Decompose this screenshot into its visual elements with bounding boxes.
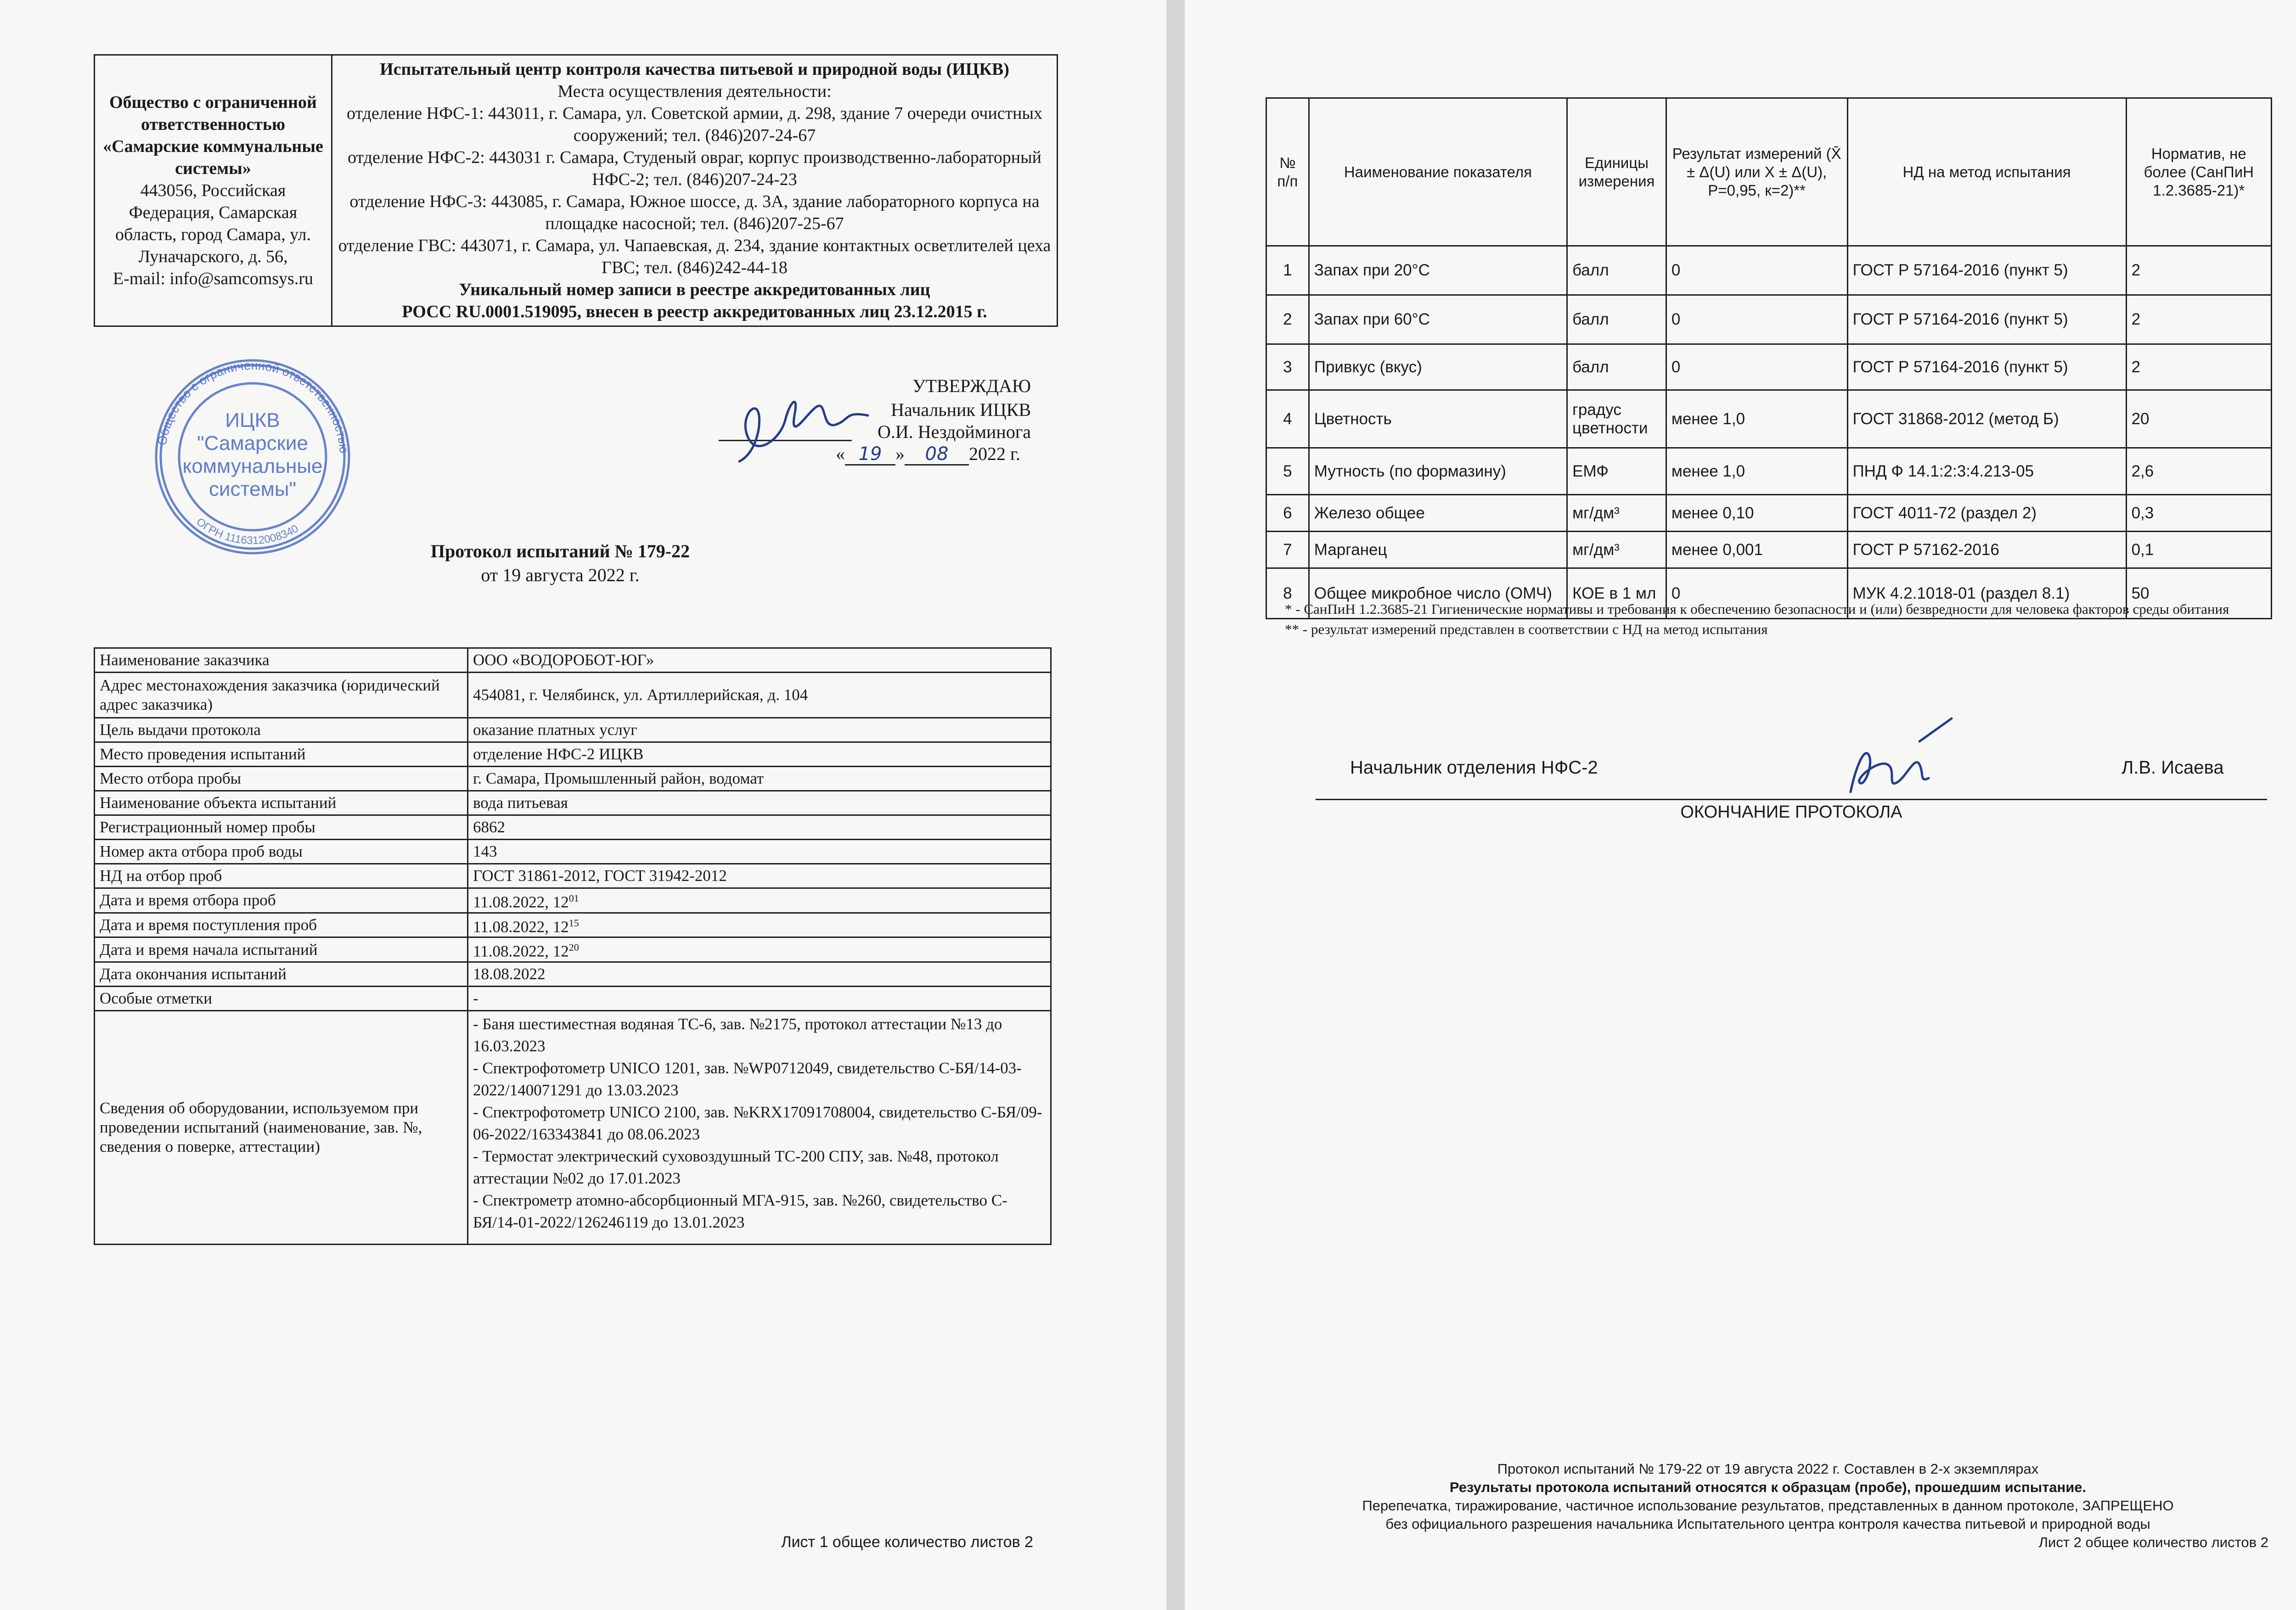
info-key: НД на отбор проб — [95, 864, 468, 888]
cell-name: Цветность — [1309, 390, 1567, 448]
approve-heading: УТВЕРЖДАЮ — [912, 376, 1031, 396]
date-open-quote: « — [836, 443, 845, 464]
info-row — [95, 888, 1051, 913]
minutes-sup: 20 — [568, 942, 579, 954]
approval-day: 19 — [845, 444, 895, 466]
protocol-heading — [367, 539, 753, 587]
org-cell — [95, 55, 332, 326]
protocol-title: Протокол испытаний № 179-22 — [430, 541, 690, 561]
footer-line-3: Перепечатка, тиражирование, частичное использование результатов, представленных в данном протоколе, ЗАПРЕЩЕНО — [1362, 1498, 2174, 1514]
cell-result: 0 — [1666, 295, 1847, 344]
info-key: Номер акта отбора проб воды — [95, 840, 468, 864]
stamp-line-3: коммунальные — [182, 455, 323, 477]
datetime-text: 11.08.2022, 12 — [473, 893, 569, 911]
stamp-line-2: "Самарские — [197, 432, 308, 454]
datetime-text: 11.08.2022, 12 — [473, 942, 569, 960]
cell-unit: балл — [1567, 344, 1666, 390]
registry-line-1: Уникальный номер записи в реестре аккредитованных лиц — [459, 280, 930, 299]
info-value: - — [468, 986, 1051, 1010]
cell-unit: КОЕ в 1 мл — [1567, 568, 1666, 619]
page-1-footer: Лист 1 общее количество листов 2 — [781, 1533, 1033, 1551]
cell-num: 3 — [1266, 344, 1309, 390]
equipment-label: Сведения об оборудовании, используемом при проведении испытаний (наименование, зав. №, сведения о поверке, аттестации) — [95, 1010, 468, 1244]
cell-unit: балл — [1567, 246, 1666, 295]
stamp-ogrn: ОГРН 1116312008340 — [194, 515, 301, 547]
info-row — [95, 742, 1051, 767]
results-header-row — [1266, 98, 2272, 246]
cell-name: Общее микробное число (ОМЧ) — [1309, 568, 1567, 619]
footer-sheet: Лист 2 общее количество листов 2 — [2038, 1534, 2268, 1550]
sample-info-table — [94, 647, 1052, 1245]
signer-name: Л.В. Исаева — [2122, 757, 2224, 778]
info-value — [468, 913, 1051, 937]
stamp-ring-text: Общество с ограниченной ответственностью — [155, 358, 351, 454]
cell-norm: 2 — [2126, 344, 2271, 390]
info-value: оказание платных услуг — [468, 718, 1051, 742]
info-value: г. Самара, Промышленный район, водомат — [468, 767, 1051, 791]
cell-norm: 2,6 — [2126, 448, 2271, 495]
info-key: Дата и время начала испытаний — [95, 937, 468, 962]
lab-cell — [332, 55, 1058, 326]
equipment-item: - Термостат электрический суховоздушный ТС-200 СПУ, зав. №48, протокол аттестации №02 до 17.01.2023 — [473, 1147, 999, 1187]
page-2-footer — [1267, 1460, 2268, 1552]
info-value: ООО «ВОДОРОБОТ-ЮГ» — [468, 648, 1051, 673]
info-value: вода питьевая — [468, 791, 1051, 815]
place-nfs3: отделение НФС-3: 443085, г. Самара, Южное шоссе, д. 3А, здание лабораторного корпуса на площадке насосной; тел. (846)207-25-67 — [349, 192, 1040, 233]
equipment-item: - Спектрометр атомно-абсорбционный МГА-915, зав. №260, свидетельство С-БЯ/14-01-2022/126246119 до 13.01.2023 — [473, 1191, 1007, 1231]
info-key: Адрес местонахождения заказчика (юридический адрес заказчика) — [95, 673, 468, 718]
equipment-item: - Спектрофотометр UNICO 1201, зав. №WP0712049, свидетельство С-БЯ/14-03-2022/140071291 до 13.03.2023 — [473, 1059, 1022, 1099]
results-row — [1266, 448, 2272, 495]
approval-year: 2022 г. — [969, 443, 1020, 464]
results-row — [1266, 295, 2272, 344]
cell-result: 0 — [1666, 246, 1847, 295]
info-key: Цель выдачи протокола — [95, 718, 468, 742]
info-key: Дата и время отбора проб — [95, 888, 468, 913]
footer-line-1: Протокол испытаний № 179-22 от 19 августа 2022 г. Составлен в 2-х экземплярах — [1497, 1461, 2039, 1477]
info-key: Дата окончания испытаний — [95, 962, 468, 986]
cell-method: ГОСТ 31868-2012 (метод Б) — [1847, 390, 2126, 448]
info-row — [95, 913, 1051, 937]
info-key: Наименование объекта испытаний — [95, 791, 468, 815]
cell-num: 4 — [1266, 390, 1309, 448]
header-table — [94, 54, 1058, 327]
stamp-line-4: системы" — [208, 478, 297, 500]
cell-result: 0 — [1666, 344, 1847, 390]
equipment-item: - Баня шестиместная водяная ТС-6, зав. №2175, протокол аттестации №13 до 16.03.2023 — [473, 1015, 1002, 1055]
cell-method: МУК 4.2.1018-01 (раздел 8.1) — [1847, 568, 2126, 619]
cell-num: 6 — [1266, 495, 1309, 532]
info-value: ГОСТ 31861-2012, ГОСТ 31942-2012 — [468, 864, 1051, 888]
org-email: E-mail: info@samcomsys.ru — [113, 269, 314, 288]
end-of-protocol: ОКОНЧАНИЕ ПРОТОКОЛА — [1680, 802, 1902, 822]
info-key: Наименование заказчика — [95, 648, 468, 673]
info-value: 18.08.2022 — [468, 962, 1051, 986]
info-row — [95, 986, 1051, 1010]
minutes-sup: 15 — [568, 917, 579, 929]
cell-name: Привкус (вкус) — [1309, 344, 1567, 390]
results-row — [1266, 246, 2272, 295]
places-heading: Места осуществления деятельности: — [557, 82, 832, 101]
approver-signature — [730, 383, 882, 471]
footer-line-4: без официального разрешения начальника Испытательного центра контроля качества питьевой и природной воды — [1385, 1516, 2150, 1532]
cell-result: менее 0,10 — [1666, 495, 1847, 532]
cell-result: 0 — [1666, 568, 1847, 619]
info-row — [95, 962, 1051, 986]
info-key: Дата и время поступления проб — [95, 913, 468, 937]
info-key: Особые отметки — [95, 986, 468, 1010]
cell-name: Железо общее — [1309, 495, 1567, 532]
signer-title: Начальник отделения НФС-2 — [1350, 757, 1598, 778]
info-row — [95, 648, 1051, 673]
datetime-text: 11.08.2022, 12 — [473, 918, 569, 936]
cell-method: ГОСТ Р 57164-2016 (пункт 5) — [1847, 246, 2126, 295]
results-row — [1266, 344, 2272, 390]
cell-norm: 50 — [2126, 568, 2271, 619]
cell-unit: ЕМФ — [1567, 448, 1666, 495]
info-row — [95, 767, 1051, 791]
org-name: Общество с ограниченной ответственностью «Самарские коммунальные системы» — [103, 93, 323, 178]
col-num: № п/п — [1266, 98, 1309, 246]
info-value: 454081, г. Челябинск, ул. Артиллерийская, д. 104 — [468, 673, 1051, 718]
round-stamp — [142, 358, 363, 555]
cell-result: менее 1,0 — [1666, 448, 1847, 495]
info-value — [468, 888, 1051, 913]
registry-line-2: РОСС RU.0001.519095, внесен в реестр аккредитованных лиц 23.12.2015 г. — [402, 302, 987, 321]
cell-unit: балл — [1567, 295, 1666, 344]
info-row — [95, 937, 1051, 962]
minutes-sup: 01 — [568, 892, 579, 904]
cell-num: 5 — [1266, 448, 1309, 495]
cell-num: 2 — [1266, 295, 1309, 344]
cell-unit: градус цветности — [1567, 390, 1666, 448]
note-measurement: ** - результат измерений представлен в соответствии с НД на метод испытания — [1285, 621, 1768, 637]
cell-method: ГОСТ Р 57164-2016 (пункт 5) — [1847, 295, 2126, 344]
cell-num: 7 — [1266, 532, 1309, 568]
signer-signature — [1837, 714, 1956, 797]
results-row — [1266, 532, 2272, 568]
cell-method: ПНД Ф 14.1:2:3:4.213-05 — [1847, 448, 2126, 495]
cell-unit: мг/дм³ — [1567, 495, 1666, 532]
cell-num: 1 — [1266, 246, 1309, 295]
lab-title: Испытательный центр контроля качества питьевой и природной воды (ИЦКВ) — [380, 60, 1009, 79]
info-value: 6862 — [468, 815, 1051, 840]
info-row — [95, 718, 1051, 742]
org-address: 443056, Российская Федерация, Самарская область, город Самара, ул. Луначарского, д. 56, — [115, 181, 311, 266]
results-row — [1266, 390, 2272, 448]
page-2 — [1185, 0, 2296, 1610]
cell-method: ГОСТ 4011-72 (раздел 2) — [1847, 495, 2126, 532]
cell-name: Мутность (по формазину) — [1309, 448, 1567, 495]
info-value: отделение НФС-2 ИЦКВ — [468, 742, 1051, 767]
cell-method: ГОСТ Р 57164-2016 (пункт 5) — [1847, 344, 2126, 390]
note-sanpin: * - СанПиН 1.2.3685-21 Гигиенические нормативы и требования к обеспечению безопасности и (или) безвредности для человека факторов среды обитания — [1285, 601, 2229, 617]
footer-line-2: Результаты протокола испытаний относятся к образцам (пробе), прошедшим испытание. — [1449, 1479, 2087, 1495]
equipment-item: - Спектрофотометр UNICO 2100, зав. №KRX17091708004, свидетельство С-БЯ/09-06-2022/163343841 до 08.06.2023 — [473, 1103, 1042, 1143]
info-key: Место проведения испытаний — [95, 742, 468, 767]
info-row — [95, 840, 1051, 864]
approver-name: О.И. Нездойминога — [877, 421, 1031, 442]
results-row — [1266, 495, 2272, 532]
cell-norm: 20 — [2126, 390, 2271, 448]
cell-result: менее 0,001 — [1666, 532, 1847, 568]
col-method: НД на метод испытания — [1847, 98, 2126, 246]
results-table — [1266, 97, 2272, 619]
info-value: 143 — [468, 840, 1051, 864]
approval-month: 08 — [905, 444, 969, 466]
cell-name: Запах при 20°С — [1309, 246, 1567, 295]
cell-method: ГОСТ Р 57162-2016 — [1847, 532, 2126, 568]
place-nfs1: отделение НФС-1: 443011, г. Самара, ул. Советской армии, д. 298, здание 7 очереди очистных сооружений; тел. (846)207-24-67 — [346, 104, 1043, 145]
info-key: Место отбора пробы — [95, 767, 468, 791]
cell-norm: 2 — [2126, 295, 2271, 344]
cell-norm: 0,1 — [2126, 532, 2271, 568]
date-close-quote: » — [895, 443, 905, 464]
equipment-row — [95, 1010, 1051, 1244]
cell-name: Запах при 60°С — [1309, 295, 1567, 344]
protocol-date: от 19 августа 2022 г. — [481, 565, 640, 585]
cell-result: менее 1,0 — [1666, 390, 1847, 448]
info-row — [95, 673, 1051, 718]
info-value — [468, 937, 1051, 962]
col-result: Результат измерений (X̄ ± Δ(U) или X ± Δ(U), P=0,95, к=2)** — [1666, 98, 1847, 246]
col-name: Наименование показателя — [1309, 98, 1567, 246]
approver-position: Начальник ИЦКВ — [891, 399, 1031, 420]
cell-num: 8 — [1266, 568, 1309, 619]
info-row — [95, 791, 1051, 815]
table-notes — [1285, 599, 2268, 640]
end-divider — [1316, 799, 2267, 800]
cell-name: Марганец — [1309, 532, 1567, 568]
info-key: Регистрационный номер пробы — [95, 815, 468, 840]
info-row — [95, 815, 1051, 840]
cell-norm: 0,3 — [2126, 495, 2271, 532]
info-row — [95, 864, 1051, 888]
col-unit: Единицы измерения — [1567, 98, 1666, 246]
equipment-list — [468, 1010, 1051, 1244]
col-norm: Норматив, не более (СанПиН 1.2.3685-21)* — [2126, 98, 2271, 246]
cell-norm: 2 — [2126, 246, 2271, 295]
place-gvs: отделение ГВС: 443071, г. Самара, ул. Чапаевская, д. 234, здание контактных осветлителей цеха ГВС; тел. (846)242-44-18 — [338, 236, 1051, 277]
stamp-line-1: ИЦКВ — [225, 409, 280, 432]
cell-unit: мг/дм³ — [1567, 532, 1666, 568]
place-nfs2: отделение НФС-2: 443031 г. Самара, Студеный овраг, корпус производственно-лабораторный НФС-2; тел. (846)207-24-23 — [348, 148, 1041, 189]
